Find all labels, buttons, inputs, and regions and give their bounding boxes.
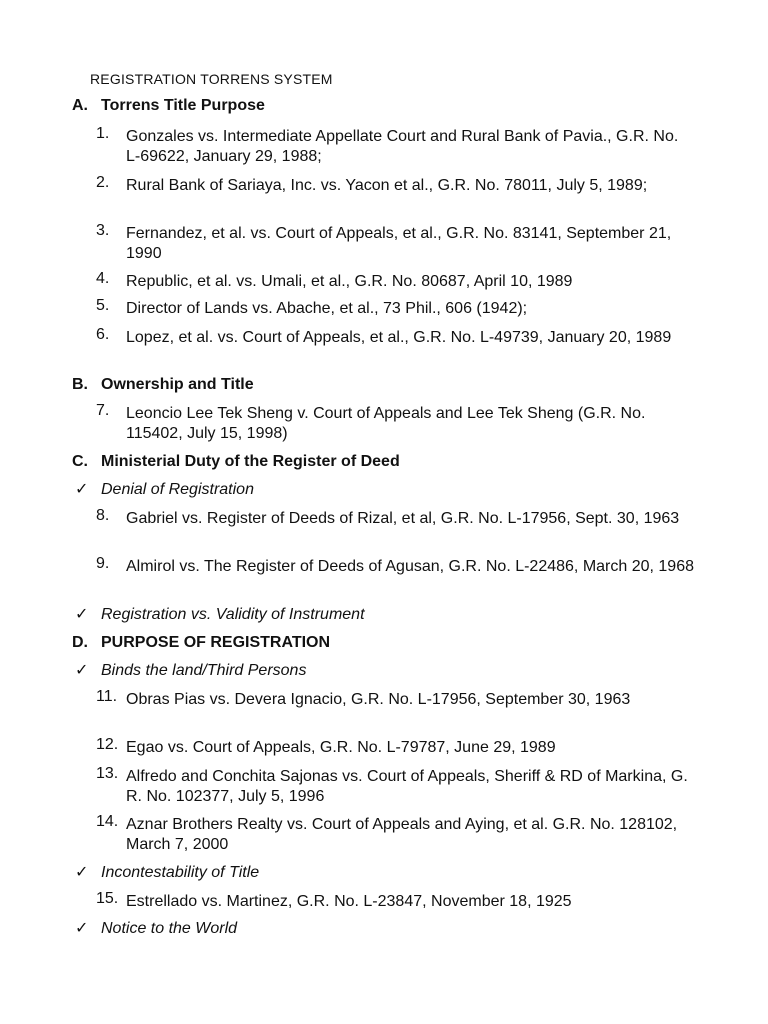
check-mark-icon: ✓ bbox=[75, 662, 89, 679]
item-text: Estrellado vs. Martinez, G.R. No. L-23847, November 18, 1925 bbox=[126, 893, 572, 910]
check-mark-icon: ✓ bbox=[75, 920, 89, 937]
item-text: Alfredo and Conchita Sajonas vs. Court of Appeals, Sheriff & RD of Markina, G. R. No. 102377, July 5, 1996 bbox=[126, 768, 688, 805]
list-item bbox=[96, 127, 696, 167]
list-item bbox=[96, 224, 696, 264]
subheading-label: Notice to the World bbox=[101, 920, 238, 937]
item-number: 1. bbox=[96, 125, 110, 142]
list-item bbox=[96, 509, 696, 529]
section-title: Torrens Title Purpose bbox=[101, 97, 265, 114]
section-heading-c bbox=[72, 452, 400, 472]
list-item bbox=[96, 767, 696, 807]
subheading-binds-the-land bbox=[75, 661, 306, 681]
subheading-label: Incontestability of Title bbox=[101, 864, 260, 881]
item-number: 12. bbox=[96, 736, 119, 753]
item-number: 6. bbox=[96, 326, 110, 343]
subheading-label: Denial of Registration bbox=[101, 481, 254, 498]
check-mark-icon: ✓ bbox=[75, 481, 89, 498]
item-number: 7. bbox=[96, 402, 110, 419]
list-item bbox=[96, 328, 696, 348]
item-number: 14. bbox=[96, 813, 119, 830]
item-number: 8. bbox=[96, 507, 110, 524]
item-number: 9. bbox=[96, 555, 110, 572]
section-letter: B. bbox=[72, 376, 88, 393]
section-title: PURPOSE OF REGISTRATION bbox=[101, 634, 331, 651]
subheading-incontestability-of-title bbox=[75, 863, 259, 883]
subheading-label: Registration vs. Validity of Instrument bbox=[101, 606, 365, 623]
item-text: Obras Pias vs. Devera Ignacio, G.R. No. L-17956, September 30, 1963 bbox=[126, 691, 631, 708]
section-title: Ownership and Title bbox=[101, 376, 254, 393]
subheading-notice-to-the-world bbox=[75, 919, 237, 939]
item-text: Lopez, et al. vs. Court of Appeals, et al., G.R. No. L-49739, January 20, 1989 bbox=[126, 329, 672, 346]
section-letter: D. bbox=[72, 634, 88, 651]
item-number: 4. bbox=[96, 270, 110, 287]
check-mark-icon: ✓ bbox=[75, 606, 89, 623]
item-text: Gonzales vs. Intermediate Appellate Court and Rural Bank of Pavia., G.R. No. L-69622, January 29, 1988; bbox=[126, 128, 679, 165]
section-letter: C. bbox=[72, 453, 88, 470]
item-text: Almirol vs. The Register of Deeds of Agusan, G.R. No. L-22486, March 20, 1968 bbox=[126, 558, 694, 575]
list-item bbox=[96, 176, 696, 196]
list-item bbox=[96, 690, 696, 710]
subheading-label: Binds the land/Third Persons bbox=[101, 662, 307, 679]
subheading-denial-of-registration bbox=[75, 480, 254, 500]
item-number: 13. bbox=[96, 765, 119, 782]
check-mark-icon: ✓ bbox=[75, 864, 89, 881]
item-text: Director of Lands vs. Abache, et al., 73 Phil., 606 (1942); bbox=[126, 300, 528, 317]
subheading-registration-vs-validity bbox=[75, 605, 365, 625]
item-number: 11. bbox=[96, 688, 118, 705]
item-text: Aznar Brothers Realty vs. Court of Appeals and Aying, et al. G.R. No. 128102, March 7, 2000 bbox=[126, 816, 678, 853]
list-item bbox=[96, 815, 696, 855]
item-text: Gabriel vs. Register of Deeds of Rizal, et al, G.R. No. L-17956, Sept. 30, 1963 bbox=[126, 510, 680, 527]
section-heading-b bbox=[72, 375, 254, 395]
list-item bbox=[96, 738, 696, 758]
section-heading-a bbox=[72, 96, 265, 116]
item-text: Republic, et al. vs. Umali, et al., G.R. No. 80687, April 10, 1989 bbox=[126, 273, 573, 290]
list-item bbox=[96, 892, 696, 912]
list-item bbox=[96, 272, 696, 292]
list-item bbox=[96, 557, 696, 577]
list-item bbox=[96, 404, 696, 444]
item-text: Fernandez, et al. vs. Court of Appeals, et al., G.R. No. 83141, September 21, 1990 bbox=[126, 225, 672, 262]
item-number: 5. bbox=[96, 297, 110, 314]
item-number: 15. bbox=[96, 890, 119, 907]
item-number: 3. bbox=[96, 222, 110, 239]
item-number: 2. bbox=[96, 174, 110, 191]
document-title: REGISTRATION TORRENS SYSTEM bbox=[90, 71, 333, 87]
section-letter: A. bbox=[72, 97, 88, 114]
item-text: Leoncio Lee Tek Sheng v. Court of Appeals and Lee Tek Sheng (G.R. No. 115402, July 15, 1998) bbox=[126, 405, 646, 442]
section-heading-d bbox=[72, 633, 330, 653]
list-item bbox=[96, 299, 696, 319]
section-title: Ministerial Duty of the Register of Deed bbox=[101, 453, 400, 470]
item-text: Rural Bank of Sariaya, Inc. vs. Yacon et al., G.R. No. 78011, July 5, 1989; bbox=[126, 177, 648, 194]
item-text: Egao vs. Court of Appeals, G.R. No. L-79787, June 29, 1989 bbox=[126, 739, 556, 756]
